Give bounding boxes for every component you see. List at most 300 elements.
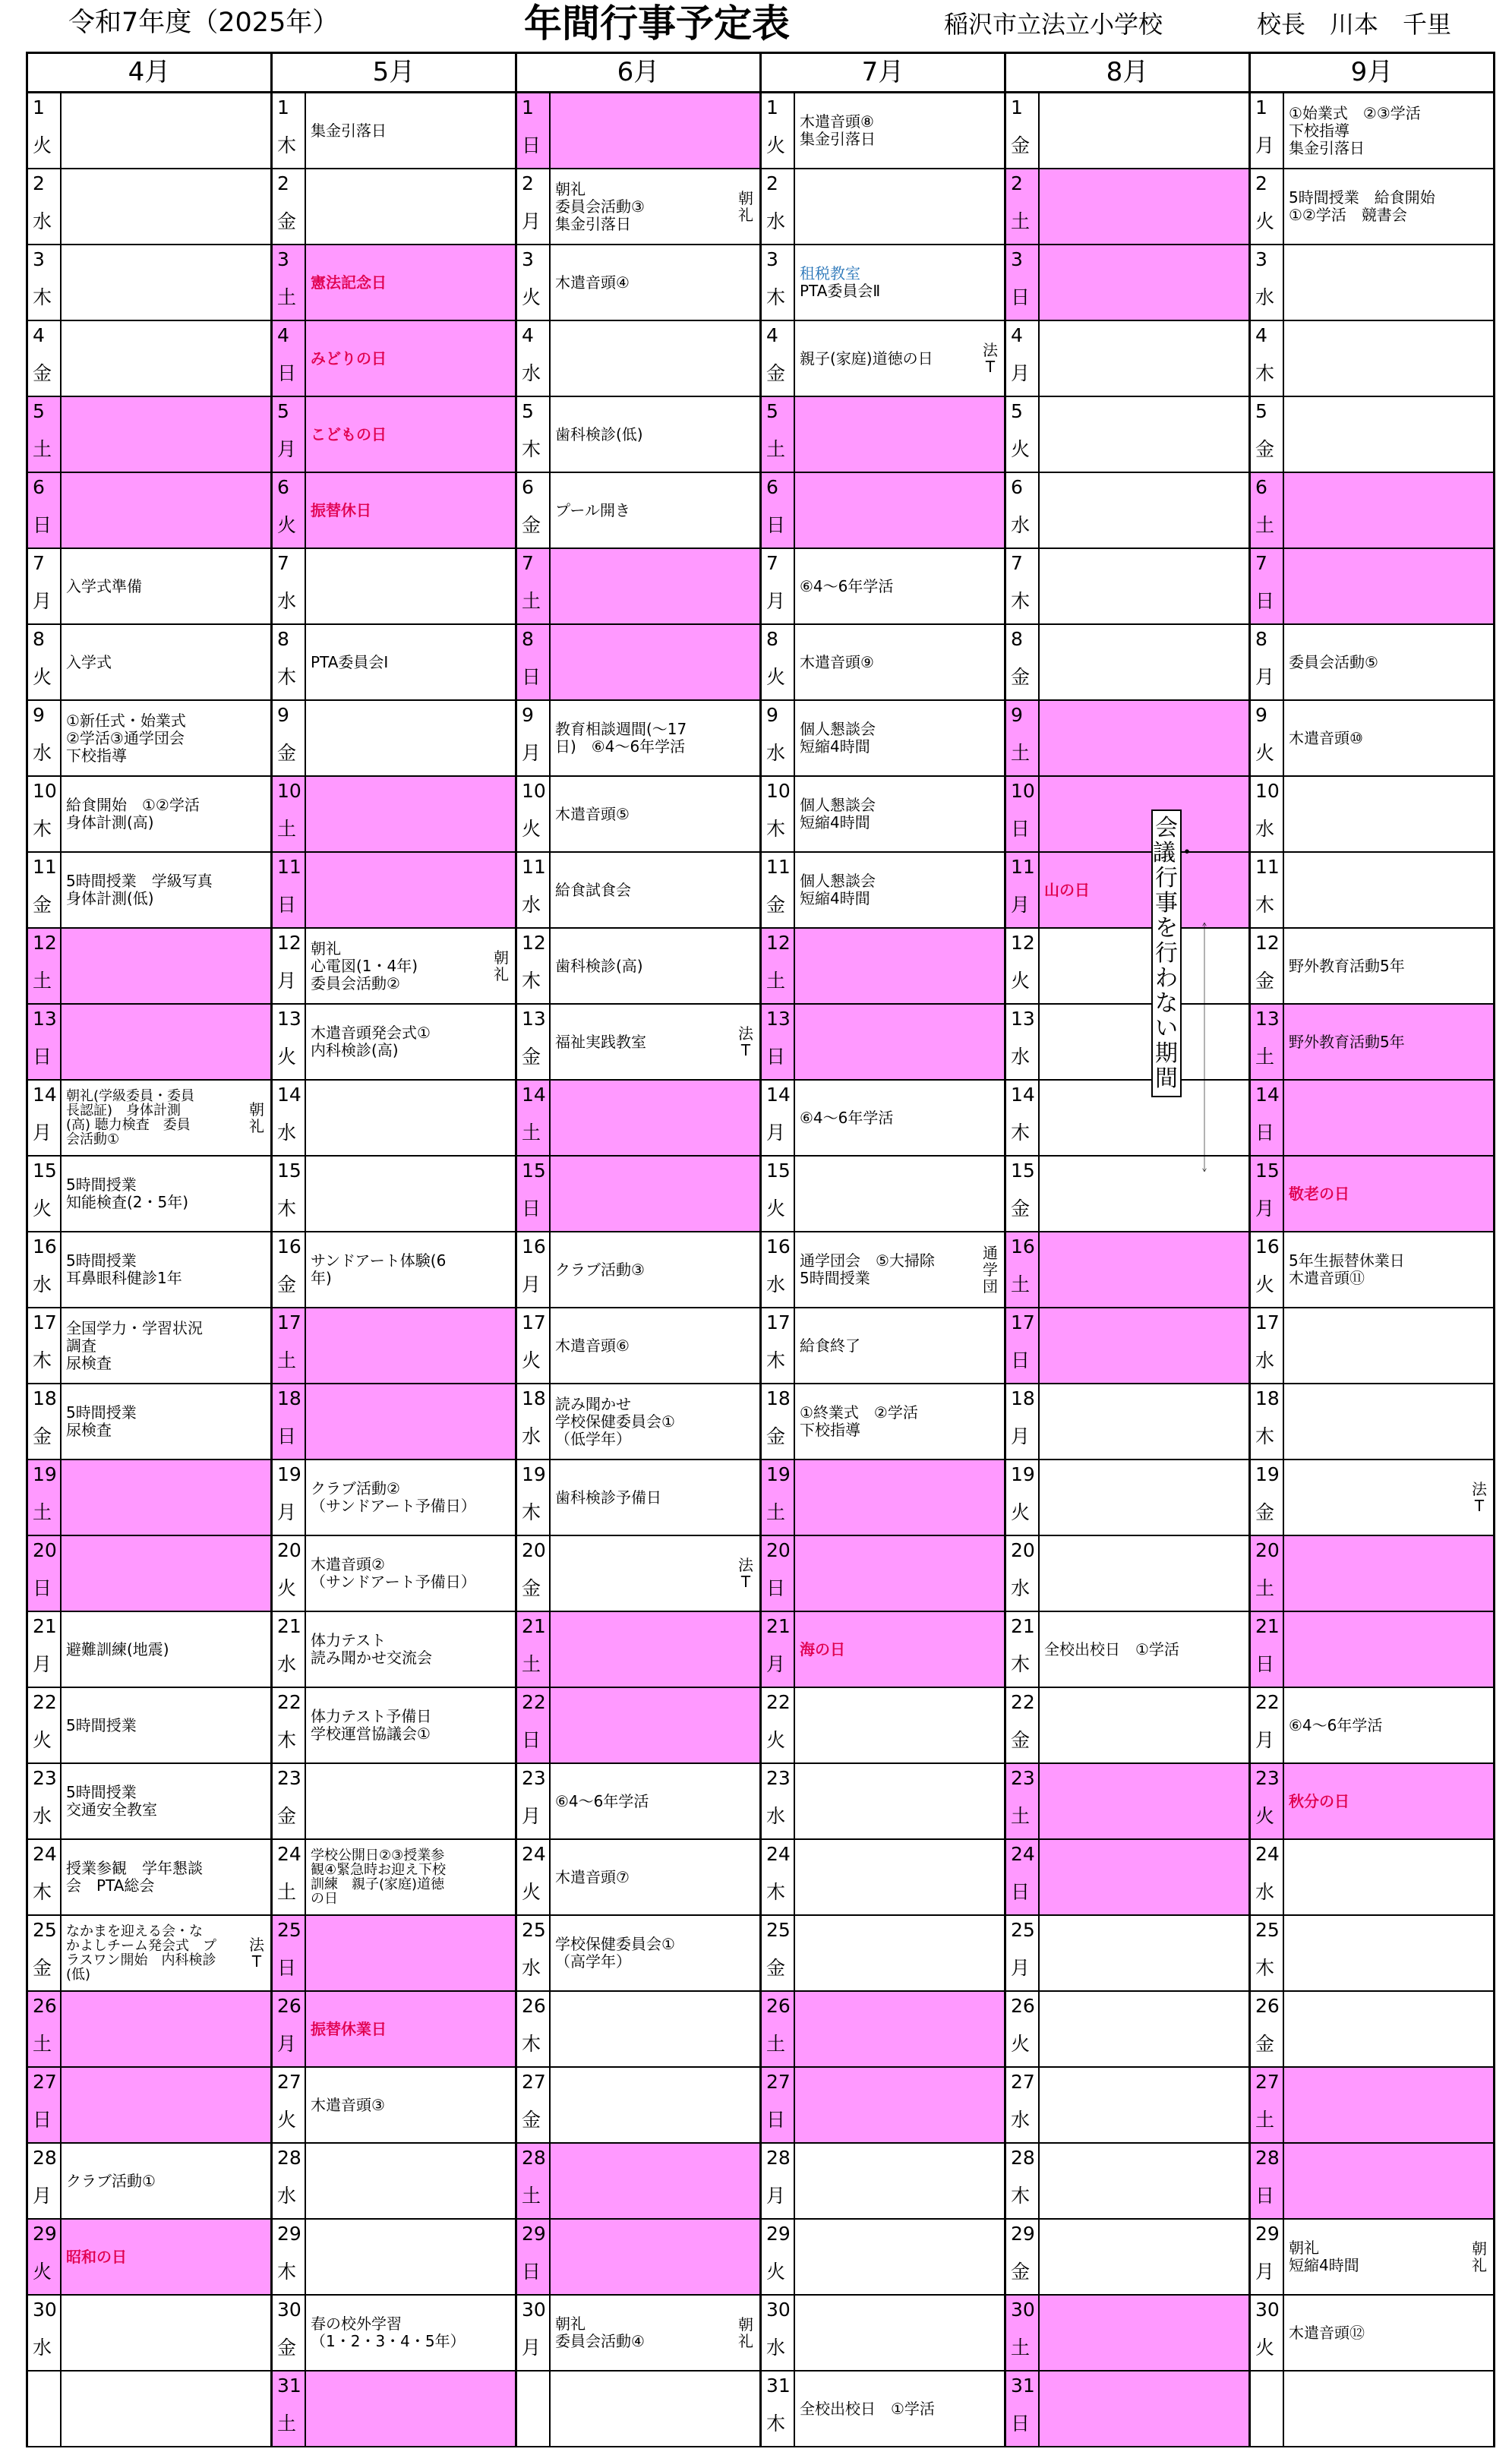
day-cell xyxy=(1006,2144,1251,2220)
day-number: 27 xyxy=(766,2071,791,2093)
day-number: 8 xyxy=(33,628,45,650)
day-cell xyxy=(517,321,762,397)
day-number: 10 xyxy=(1255,780,1280,802)
date-box xyxy=(28,701,62,775)
day-cell xyxy=(28,1005,273,1081)
day-cell xyxy=(28,853,273,929)
day-number: 21 xyxy=(522,1615,546,1637)
event-text xyxy=(555,2144,754,2218)
day-of-week: 日 xyxy=(277,362,297,384)
date-box xyxy=(762,397,795,472)
event-text xyxy=(1044,701,1243,775)
day-of-week: 月 xyxy=(33,2185,52,2207)
event-text xyxy=(555,625,754,699)
event-text xyxy=(555,549,754,623)
day-number: 30 xyxy=(277,2299,301,2321)
day-number: 1 xyxy=(766,96,778,118)
event-text xyxy=(800,2144,999,2218)
event-text: 体力テスト予備日 学校運営協議会① xyxy=(311,1707,432,1743)
day-of-week: 火 xyxy=(1011,970,1031,992)
day-number: 6 xyxy=(33,476,45,498)
event-text xyxy=(1044,1384,1243,1459)
event-text xyxy=(555,93,754,168)
day-cell xyxy=(273,853,517,929)
event-text: 木遣音頭② （サンドアート予備日） xyxy=(311,1555,476,1591)
event-text xyxy=(800,1536,999,1611)
event-text: 給食終了 xyxy=(800,1336,860,1355)
day-cell xyxy=(1251,1764,1495,1840)
day-cell xyxy=(517,701,762,777)
day-cell xyxy=(273,2296,517,2372)
event-text: ①始業式 ②③学活 下校指導 集金引落日 xyxy=(1289,103,1421,157)
event-text xyxy=(311,549,510,623)
day-cell xyxy=(1251,1157,1495,1232)
date-box xyxy=(1006,1840,1040,1914)
day-number: 13 xyxy=(277,1008,301,1030)
day-cell xyxy=(1251,397,1495,473)
date-box xyxy=(28,93,62,168)
day-of-week: 日 xyxy=(277,1957,297,1979)
day-cell xyxy=(1006,321,1251,397)
day-cell xyxy=(28,2296,273,2372)
day-number: 5 xyxy=(522,400,534,422)
day-number: 19 xyxy=(1255,1463,1280,1485)
date-box xyxy=(28,549,62,623)
date-box xyxy=(28,1384,62,1459)
date-box xyxy=(273,2296,306,2370)
day-of-week: 月 xyxy=(766,590,786,612)
event-text: 入学式準備 xyxy=(66,576,142,595)
day-number: 23 xyxy=(1011,1767,1035,1789)
date-box xyxy=(1251,2296,1284,2370)
event-text: 木遣音頭④ xyxy=(555,273,630,292)
date-box xyxy=(1006,245,1040,320)
event-text: 体力テスト 読み聞かせ交流会 xyxy=(311,1631,432,1667)
event-text: 個人懇談会 短縮4時間 xyxy=(800,796,876,832)
day-number: 8 xyxy=(522,628,534,650)
day-number: 23 xyxy=(33,1767,57,1789)
day-of-week: 土 xyxy=(522,1653,541,1675)
event-text xyxy=(1289,1612,1488,1687)
day-number: 16 xyxy=(33,1235,57,1258)
day-cell xyxy=(517,1005,762,1081)
event-text: 給食開始 ①②学活 身体計測(高) xyxy=(66,796,200,832)
date-box xyxy=(762,1005,795,1079)
day-of-week: 水 xyxy=(277,2185,297,2207)
date-box xyxy=(1251,169,1284,244)
day-cell xyxy=(762,1688,1006,1764)
event-text: 通学団会 ⑤大掃除 5時間授業 xyxy=(800,1251,935,1287)
day-of-week: 月 xyxy=(1255,1198,1275,1220)
day-of-week: 火 xyxy=(1255,210,1275,232)
side-mark: 法 T xyxy=(738,1556,753,1591)
date-box xyxy=(762,321,795,396)
event-text: 5時間授業 xyxy=(66,1715,137,1734)
day-number: 14 xyxy=(33,1084,57,1106)
day-cell xyxy=(517,1764,762,1840)
date-box xyxy=(1006,1308,1040,1383)
day-of-week: 火 xyxy=(1011,1501,1031,1523)
day-number: 18 xyxy=(277,1387,301,1409)
fiscal-year: 令和7年度（2025年） xyxy=(68,8,339,38)
day-of-week: 木 xyxy=(1255,1957,1275,1979)
day-of-week: 木 xyxy=(1255,894,1275,916)
date-box xyxy=(28,1612,62,1687)
day-cell xyxy=(762,93,1006,169)
day-of-week: 日 xyxy=(766,2109,786,2131)
day-of-week: 水 xyxy=(522,894,541,916)
day-of-week: 木 xyxy=(1255,1425,1275,1447)
day-of-week: 木 xyxy=(766,2413,786,2435)
event-text xyxy=(311,169,510,244)
day-number: 29 xyxy=(1255,2223,1280,2245)
date-box xyxy=(1251,473,1284,548)
day-of-week: 金 xyxy=(277,210,297,232)
day-number: 25 xyxy=(522,1919,546,1941)
event-text xyxy=(800,397,999,472)
day-number: 20 xyxy=(33,1539,57,1561)
event-text xyxy=(1044,1688,1243,1762)
day-of-week: 土 xyxy=(277,286,297,308)
event-text xyxy=(1289,1081,1488,1155)
event-text xyxy=(1044,2296,1243,2370)
event-text xyxy=(800,1460,999,1535)
day-of-week: 金 xyxy=(33,1425,52,1447)
day-of-week: 水 xyxy=(766,1805,786,1827)
date-box xyxy=(1006,2068,1040,2142)
event-text xyxy=(66,1536,265,1611)
day-of-week: 月 xyxy=(33,1653,52,1675)
event-text xyxy=(1289,473,1488,548)
event-text: 朝礼 心電図(1・4年) 委員会活動② xyxy=(311,939,418,992)
day-number: 4 xyxy=(766,324,778,346)
day-number: 23 xyxy=(277,1767,301,1789)
event-text xyxy=(1044,321,1243,396)
day-of-week: 金 xyxy=(33,894,52,916)
day-of-week: 火 xyxy=(277,1577,297,1599)
day-of-week: 土 xyxy=(1255,2109,1275,2131)
day-number: 24 xyxy=(277,1843,301,1865)
day-number: 14 xyxy=(1011,1084,1035,1106)
day-of-week: 火 xyxy=(33,666,52,688)
day-number: 27 xyxy=(1011,2071,1035,2093)
day-cell xyxy=(28,245,273,321)
event-text: 山の日 xyxy=(1044,880,1090,899)
event-text: 敬老の日 xyxy=(1289,1184,1349,1203)
day-of-week: 水 xyxy=(1011,1577,1031,1599)
date-box xyxy=(517,1232,551,1307)
day-cell xyxy=(1006,1612,1251,1688)
day-of-week: 火 xyxy=(766,134,786,156)
day-cell xyxy=(1251,853,1495,929)
day-cell xyxy=(28,2144,273,2220)
day-of-week: 火 xyxy=(277,2109,297,2131)
day-of-week: 日 xyxy=(522,1729,541,1751)
day-of-week: 日 xyxy=(1255,1653,1275,1675)
event-text: 木遣音頭⑨ xyxy=(800,652,874,671)
event-text xyxy=(1044,1308,1243,1383)
day-cell xyxy=(517,2220,762,2296)
date-box xyxy=(1006,2296,1040,2370)
date-box xyxy=(517,1764,551,1838)
date-box xyxy=(28,1992,62,2066)
day-cell xyxy=(1251,473,1495,549)
date-box xyxy=(762,1384,795,1459)
date-box xyxy=(1006,2372,1040,2446)
event-text: クラブ活動② （サンドアート予備日） xyxy=(311,1479,476,1515)
event-text xyxy=(555,1688,754,1762)
month-column xyxy=(1006,54,1251,2447)
day-cell xyxy=(1251,2144,1495,2220)
date-box xyxy=(517,1992,551,2066)
day-number: 26 xyxy=(766,1995,791,2017)
date-box xyxy=(762,2144,795,2218)
day-cell xyxy=(1006,169,1251,245)
event-text: クラブ活動① xyxy=(66,2171,156,2190)
side-mark: 法 T xyxy=(1472,1480,1487,1515)
date-box xyxy=(273,625,306,699)
day-cell xyxy=(1251,1460,1495,1536)
event-text xyxy=(800,1916,999,1990)
month-header: 6月 xyxy=(517,54,762,93)
event-text xyxy=(800,1840,999,1914)
date-box xyxy=(273,1916,306,1990)
day-cell xyxy=(1006,1688,1251,1764)
date-box xyxy=(1251,397,1284,472)
day-number: 20 xyxy=(1011,1539,1035,1561)
date-box xyxy=(273,321,306,396)
day-of-week: 水 xyxy=(522,362,541,384)
day-cell xyxy=(762,1764,1006,1840)
date-box xyxy=(762,853,795,927)
day-of-week: 金 xyxy=(522,514,541,536)
day-number: 2 xyxy=(1255,172,1267,194)
day-cell xyxy=(273,473,517,549)
date-box xyxy=(28,1005,62,1079)
date-box xyxy=(1251,93,1284,168)
event-text xyxy=(1289,1536,1488,1611)
day-number: 25 xyxy=(766,1919,791,1941)
day-cell xyxy=(28,2372,273,2447)
date-box xyxy=(28,321,62,396)
day-of-week: 木 xyxy=(766,1349,786,1371)
day-cell xyxy=(28,1157,273,1232)
day-cell xyxy=(1006,1308,1251,1384)
date-box xyxy=(1251,321,1284,396)
event-text xyxy=(800,1992,999,2066)
day-cell xyxy=(28,321,273,397)
day-cell xyxy=(517,93,762,169)
date-box xyxy=(762,473,795,548)
day-number: 20 xyxy=(1255,1539,1280,1561)
day-cell xyxy=(762,1992,1006,2068)
day-number: 4 xyxy=(1011,324,1023,346)
day-of-week: 水 xyxy=(1255,818,1275,840)
day-of-week: 木 xyxy=(522,2033,541,2055)
side-mark: 法 T xyxy=(249,1936,264,1971)
day-number: 30 xyxy=(33,2299,57,2321)
day-of-week: 日 xyxy=(277,894,297,916)
day-number: 7 xyxy=(277,552,289,574)
day-number: 7 xyxy=(1011,552,1023,574)
day-of-week: 土 xyxy=(766,438,786,460)
calendar-grid xyxy=(26,52,1495,2447)
day-cell xyxy=(762,853,1006,929)
day-cell xyxy=(273,1840,517,1916)
event-text xyxy=(66,929,265,1003)
event-text xyxy=(311,1157,510,1231)
day-number: 8 xyxy=(277,628,289,650)
event-text xyxy=(555,1081,754,1155)
day-cell xyxy=(1006,1081,1251,1157)
date-box xyxy=(762,1840,795,1914)
day-of-week: 水 xyxy=(33,2337,52,2359)
day-cell xyxy=(273,2220,517,2296)
day-of-week: 金 xyxy=(522,1046,541,1068)
day-cell xyxy=(28,1916,273,1992)
event-text: 授業参観 学年懇談 会 PTA総会 xyxy=(66,1859,203,1895)
event-line: PTA委員会Ⅱ xyxy=(800,282,881,300)
day-of-week: 木 xyxy=(1011,590,1031,612)
date-box xyxy=(762,1764,795,1838)
day-number: 13 xyxy=(1255,1008,1280,1030)
date-box xyxy=(1251,1308,1284,1383)
date-box xyxy=(517,625,551,699)
day-of-week: 土 xyxy=(1011,1805,1031,1827)
date-box xyxy=(273,1157,306,1231)
event-text: 海の日 xyxy=(800,1639,845,1658)
day-number: 14 xyxy=(1255,1084,1280,1106)
day-number: 31 xyxy=(277,2375,301,2397)
date-box xyxy=(517,1157,551,1231)
day-number: 17 xyxy=(522,1311,546,1333)
day-number: 21 xyxy=(277,1615,301,1637)
day-of-week: 土 xyxy=(522,590,541,612)
date-box xyxy=(1006,1764,1040,1838)
day-cell xyxy=(762,1840,1006,1916)
day-cell xyxy=(273,397,517,473)
day-of-week: 水 xyxy=(1011,1046,1031,1068)
day-cell xyxy=(517,1992,762,2068)
event-text xyxy=(1044,93,1243,168)
day-of-week: 土 xyxy=(766,970,786,992)
date-box xyxy=(28,2296,62,2370)
month-column xyxy=(28,54,273,2447)
month-column xyxy=(762,54,1006,2447)
date-box xyxy=(273,1081,306,1155)
date-box xyxy=(1251,549,1284,623)
day-number: 31 xyxy=(766,2375,791,2397)
day-of-week: 水 xyxy=(766,1273,786,1295)
event-text: 昭和の日 xyxy=(66,2247,127,2266)
event-text: PTA委員会Ⅰ xyxy=(311,652,389,671)
day-number: 28 xyxy=(1255,2147,1280,2169)
event-text xyxy=(1289,1916,1488,1990)
day-cell xyxy=(762,2068,1006,2144)
event-text xyxy=(555,1992,754,2066)
day-cell xyxy=(28,1308,273,1384)
event-text xyxy=(1289,1384,1488,1459)
date-box xyxy=(1251,929,1284,1003)
day-cell xyxy=(1006,1764,1251,1840)
date-box xyxy=(762,2296,795,2370)
date-box xyxy=(762,1232,795,1307)
event-text: 全国学力・学習状況 調査 尿検査 xyxy=(66,1318,203,1372)
date-box xyxy=(1251,1081,1284,1155)
day-number: 16 xyxy=(766,1235,791,1258)
day-cell xyxy=(517,1232,762,1308)
event-text: 歯科検診(低) xyxy=(555,424,643,443)
day-number: 2 xyxy=(522,172,534,194)
day-number: 22 xyxy=(33,1691,57,1713)
date-box xyxy=(517,2144,551,2218)
day-of-week: 水 xyxy=(766,742,786,764)
day-of-week: 火 xyxy=(1255,2337,1275,2359)
event-text: 給食試食会 xyxy=(555,880,631,899)
event-text xyxy=(311,2372,510,2446)
day-number: 29 xyxy=(1011,2223,1035,2245)
event-text: 朝礼 委員会活動③ 集金引落日 xyxy=(555,179,645,233)
day-of-week: 日 xyxy=(1255,590,1275,612)
day-cell xyxy=(273,1764,517,1840)
side-mark: 朝 礼 xyxy=(249,1100,264,1135)
day-cell xyxy=(273,169,517,245)
day-of-week: 金 xyxy=(1255,2033,1275,2055)
event-text: ⑥4～6年学活 xyxy=(555,1791,649,1810)
day-number: 21 xyxy=(1011,1615,1035,1637)
event-text: 朝礼 短縮4時間 xyxy=(1289,2239,1359,2274)
date-box xyxy=(517,701,551,775)
event-text xyxy=(555,1536,731,1611)
event-text: 朝礼(学級委員・委員 長認証) 身体計測 (高) 聴力検査 委員 会活動① xyxy=(66,1088,195,1147)
event-text xyxy=(1044,2220,1243,2294)
day-of-week: 土 xyxy=(1011,2337,1031,2359)
event-text xyxy=(1289,321,1488,396)
day-cell xyxy=(1251,1005,1495,1081)
day-cell xyxy=(762,2296,1006,2372)
day-number: 13 xyxy=(766,1008,791,1030)
date-box xyxy=(517,93,551,168)
day-cell xyxy=(28,929,273,1005)
day-cell xyxy=(517,1081,762,1157)
day-cell xyxy=(28,1232,273,1308)
day-cell xyxy=(1006,2296,1251,2372)
date-box xyxy=(28,929,62,1003)
day-of-week: 火 xyxy=(522,1349,541,1371)
day-number: 9 xyxy=(277,704,289,726)
date-box xyxy=(273,1840,306,1914)
event-text xyxy=(1044,1157,1243,1231)
day-number: 17 xyxy=(1255,1311,1280,1333)
day-number: 9 xyxy=(33,704,45,726)
day-cell xyxy=(517,1460,762,1536)
day-of-week: 水 xyxy=(766,2337,786,2359)
event-line: 租税教室 xyxy=(800,264,860,282)
date-box xyxy=(273,1536,306,1611)
day-of-week: 土 xyxy=(277,818,297,840)
day-number: 20 xyxy=(766,1539,791,1561)
day-number: 7 xyxy=(522,552,534,574)
date-box xyxy=(1006,1384,1040,1459)
date-box xyxy=(517,1536,551,1611)
day-of-week: 日 xyxy=(522,1198,541,1220)
day-cell xyxy=(517,853,762,929)
date-box xyxy=(1006,1081,1040,1155)
date-box xyxy=(762,1460,795,1535)
date-box xyxy=(517,397,551,472)
date-box xyxy=(28,853,62,927)
day-cell xyxy=(28,701,273,777)
